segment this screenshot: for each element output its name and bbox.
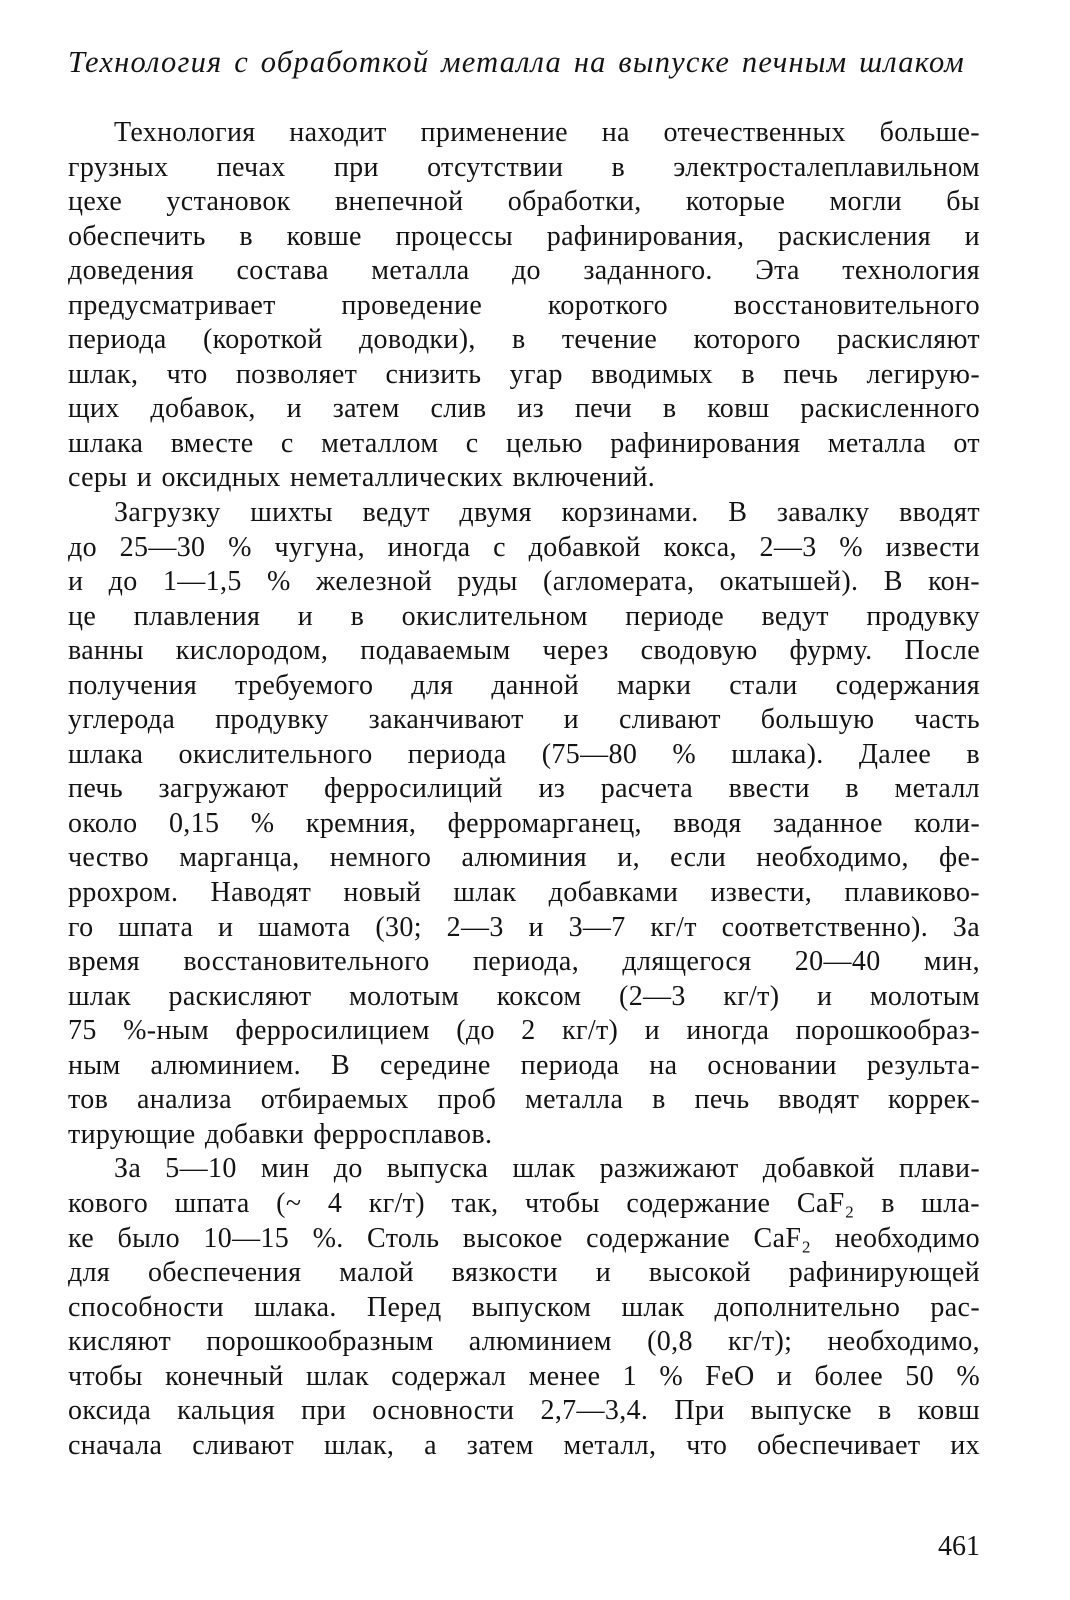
text-line: чество марганца, немного алюминия и, если необходимо, фе- bbox=[68, 842, 980, 874]
text-line: ным алюминием. В середине периода на основании результа- bbox=[68, 1049, 980, 1081]
text-line: го шпата и шамота (30; 2—3 и 3—7 кг/т соответственно). За bbox=[68, 911, 980, 943]
text-line: це плавления и в окислительном периоде ведут продувку bbox=[68, 600, 980, 632]
text-body bbox=[68, 116, 980, 1463]
text-line: ке было 10—15 %. Столь высокое содержание CaF₂ необходимо bbox=[68, 1222, 980, 1254]
text-line: чтобы конечный шлак содержал менее 1 % FeO и более 50 % bbox=[68, 1360, 980, 1392]
text-line: для обеспечения малой вязкости и высокой рафинирующей bbox=[68, 1257, 980, 1289]
text-line: печь загружают ферросилиций из расчета ввести в металл bbox=[68, 773, 980, 805]
paragraph bbox=[68, 1152, 980, 1463]
text-line: сначала сливают шлак, а затем металл, что обеспечивает их bbox=[68, 1429, 980, 1461]
text-line: шлака окислительного периода (75—80 % шлака). Далее в bbox=[68, 738, 980, 770]
text-line: За 5—10 мин до выпуска шлак разжижают добавкой плави- bbox=[114, 1153, 980, 1185]
text-line: около 0,15 % кремния, ферромарганец, вводя заданное коли- bbox=[68, 807, 980, 839]
text-line: периода (короткой доводки), в течение которого раскисляют bbox=[68, 324, 980, 356]
text-line: шлак, что позволяет снизить угар вводимых в печь легирую- bbox=[68, 358, 980, 390]
page-number: 461 bbox=[938, 1531, 980, 1562]
text-line: грузных печах при отсутствии в электросталеплавильном bbox=[68, 151, 980, 183]
text-line: до 25—30 % чугуна, иногда с добавкой кокса, 2—3 % извести bbox=[68, 531, 980, 563]
text-line: оксида кальция при основности 2,7—3,4. При выпуске в ковш bbox=[68, 1395, 980, 1427]
text-line: получения требуемого для данной марки стали содержания bbox=[68, 669, 980, 701]
text-line: обеспечить в ковше процессы рафинирования, раскисления и bbox=[68, 220, 980, 252]
text-line: цехе установок внепечной обработки, которые могли бы bbox=[68, 186, 980, 218]
text-line: серы и оксидных неметаллических включений. bbox=[68, 462, 656, 494]
text-line: тов анализа отбираемых проб металла в печь вводят коррек- bbox=[68, 1084, 980, 1116]
text-line: ррохром. Наводят новый шлак добавками извести, плавиково- bbox=[68, 877, 980, 909]
text-line: шлака вместе с металлом с целью рафинирования металла от bbox=[68, 427, 980, 459]
text-line: Технология находит применение на отечественных больше- bbox=[114, 117, 980, 148]
text-line: способности шлака. Перед выпуском шлак дополнительно рас- bbox=[68, 1291, 980, 1323]
text-line: доведения состава металла до заданного. Эта технология bbox=[68, 255, 980, 287]
text-line: ванны кислородом, подаваемым через сводовую фурму. После bbox=[68, 635, 980, 667]
text-line: тирующие добавки ферросплавов. bbox=[68, 1118, 493, 1150]
text-line: Загрузку шихты ведут двумя корзинами. В завалку вводят bbox=[114, 497, 980, 529]
text-line: кисляют порошкообразным алюминием (0,8 кг/т); необходимо, bbox=[68, 1326, 980, 1358]
page-body bbox=[68, 42, 980, 1463]
text-line: время восстановительного периода, длящегося 20—40 мин, bbox=[68, 946, 980, 978]
paragraph bbox=[68, 496, 980, 1152]
text-line: предусматривает проведение короткого восстановительного bbox=[68, 289, 980, 321]
text-line: щих добавок, и затем слив из печи в ковш раскисленного bbox=[68, 393, 980, 425]
text-line: 75 %-ным ферросилицием (до 2 кг/т) и иногда порошкообраз- bbox=[68, 1015, 980, 1047]
paragraph bbox=[68, 116, 980, 496]
text-line: шлак раскисляют молотым коксом (2—3 кг/т) и молотым bbox=[68, 980, 980, 1012]
text-line: и до 1—1,5 % железной руды (агломерата, окатышей). В кон- bbox=[68, 566, 980, 598]
text-line: кового шпата (~ 4 кг/т) так, чтобы содержание CaF₂ в шла- bbox=[68, 1187, 980, 1219]
text-line: углерода продувку заканчивают и сливают большую часть bbox=[68, 704, 980, 736]
section-title: Технология с обработкой металла на выпуске печным шлаком bbox=[68, 45, 965, 79]
